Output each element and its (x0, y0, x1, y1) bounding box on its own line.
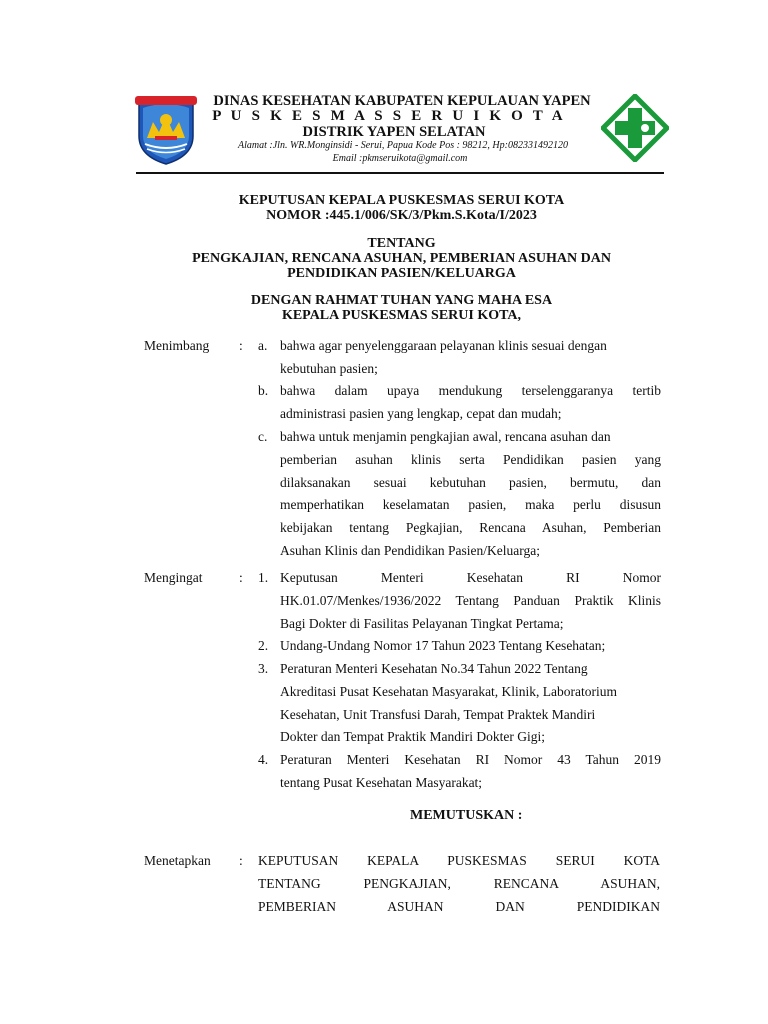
list-item-line: dilaksanakan sesuai kebutuhan pasien, bermutu, dan (280, 475, 661, 490)
list-item-line: kebijakan tentang Pegkajian, Rencana Asuhan, Pemberian (280, 520, 661, 535)
address-line: Alamat :Jln. WR.Monginsidi - Serui, Papua Kode Pos : 98212, Hp:082331492120 (238, 140, 568, 151)
subject-line-1: PENGKAJIAN, RENCANA ASUHAN, PEMBERIAN ASUHAN DAN (192, 251, 611, 266)
memutuskan-heading: MEMUTUSKAN : (410, 808, 523, 823)
rahmat-line-1: DENGAN RAHMAT TUHAN YANG MAHA ESA (250, 293, 553, 308)
menetapkan-colon: : (239, 853, 243, 868)
list-item-line: Dokter dan Tempat Praktik Mandiri Dokter Gigi; (280, 729, 546, 744)
menetapkan-line: TENTANG PENGKAJIAN, RENCANA ASUHAN, (258, 876, 660, 891)
list-marker: b. (258, 383, 269, 398)
letterhead-divider (136, 172, 664, 174)
list-item-line: Undang-Undang Nomor 17 Tahun 2023 Tentang Kesehatan; (280, 638, 606, 653)
puskesmas-name: P U S K E S M A S S E R U I K O T A (212, 108, 566, 124)
mengingat-label: Mengingat (144, 570, 203, 585)
rahmat-line-2: KEPALA PUSKESMAS SERUI KOTA, (281, 308, 522, 323)
menimbang-label: Menimbang (144, 338, 210, 353)
decree-number: NOMOR :445.1/006/SK/3/Pkm.S.Kota/I/2023 (266, 208, 537, 223)
list-item-line: bahwa untuk menjamin pengkajian awal, rencana asuhan dan (280, 429, 611, 444)
menetapkan-label: Menetapkan (144, 853, 211, 868)
list-marker: 2. (258, 638, 269, 653)
list-item-line: pemberian asuhan klinis serta Pendidikan pasien yang (280, 452, 661, 467)
menimbang-colon: : (239, 338, 243, 353)
list-item-line: Kesehatan, Unit Transfusi Darah, Tempat Praktek Mandiri (280, 707, 596, 722)
subject-line-2: PENDIDIKAN PASIEN/KELUARGA (287, 266, 516, 281)
list-marker: 3. (258, 661, 269, 676)
list-item-line: Keputusan Menteri Kesehatan RI Nomor (280, 570, 661, 585)
list-item-line: HK.01.07/Menkes/1936/2022 Tentang Panduan Praktik Klinis (280, 593, 661, 608)
mengingat-colon: : (239, 570, 243, 585)
list-item-line: Asuhan Klinis dan Pendidikan Pasien/Keluarga; (280, 543, 540, 558)
list-marker: 4. (258, 752, 269, 767)
decree-title: KEPUTUSAN KEPALA PUSKESMAS SERUI KOTA (238, 193, 565, 208)
list-item-line: administrasi pasien yang lengkap, cepat dan mudah; (280, 406, 562, 421)
list-marker: 1. (258, 570, 269, 585)
list-item-line: bahwa dalam upaya mendukung terselenggaranya tertib (280, 383, 661, 398)
list-item-line: bahwa agar penyelenggaraan pelayanan klinis sesuai dengan (280, 338, 607, 353)
list-item-line: Peraturan Menteri Kesehatan RI Nomor 43 Tahun 2019 (280, 752, 661, 767)
menetapkan-line: KEPUTUSAN KEPALA PUSKESMAS SERUI KOTA (258, 853, 660, 868)
tentang-heading: TENTANG (367, 236, 436, 251)
list-item-line: kebutuhan pasien; (280, 361, 378, 376)
list-marker: a. (258, 338, 268, 353)
list-item-line: tentang Pusat Kesehatan Masyarakat; (280, 775, 483, 790)
menetapkan-line: PEMBERIAN ASUHAN DAN PENDIDIKAN (258, 899, 660, 914)
list-item-line: memperhatikan keselamatan pasien, maka perlu disusun (280, 497, 661, 512)
list-item-line: Akreditasi Pusat Kesehatan Masyarakat, Klinik, Laboratorium (280, 684, 618, 699)
district-name: DISTRIK YAPEN SELATAN (302, 124, 486, 140)
email-line: Email :pkmseruikota@gmail.com (332, 153, 468, 164)
list-marker: c. (258, 429, 268, 444)
list-item-line: Peraturan Menteri Kesehatan No.34 Tahun 2022 Tentang (280, 661, 588, 676)
list-item-line: Bagi Dokter di Fasilitas Pelayanan Tingkat Pertama; (280, 616, 564, 631)
agency-name: DINAS KESEHATAN KABUPATEN KEPULAUAN YAPEN (213, 93, 591, 109)
